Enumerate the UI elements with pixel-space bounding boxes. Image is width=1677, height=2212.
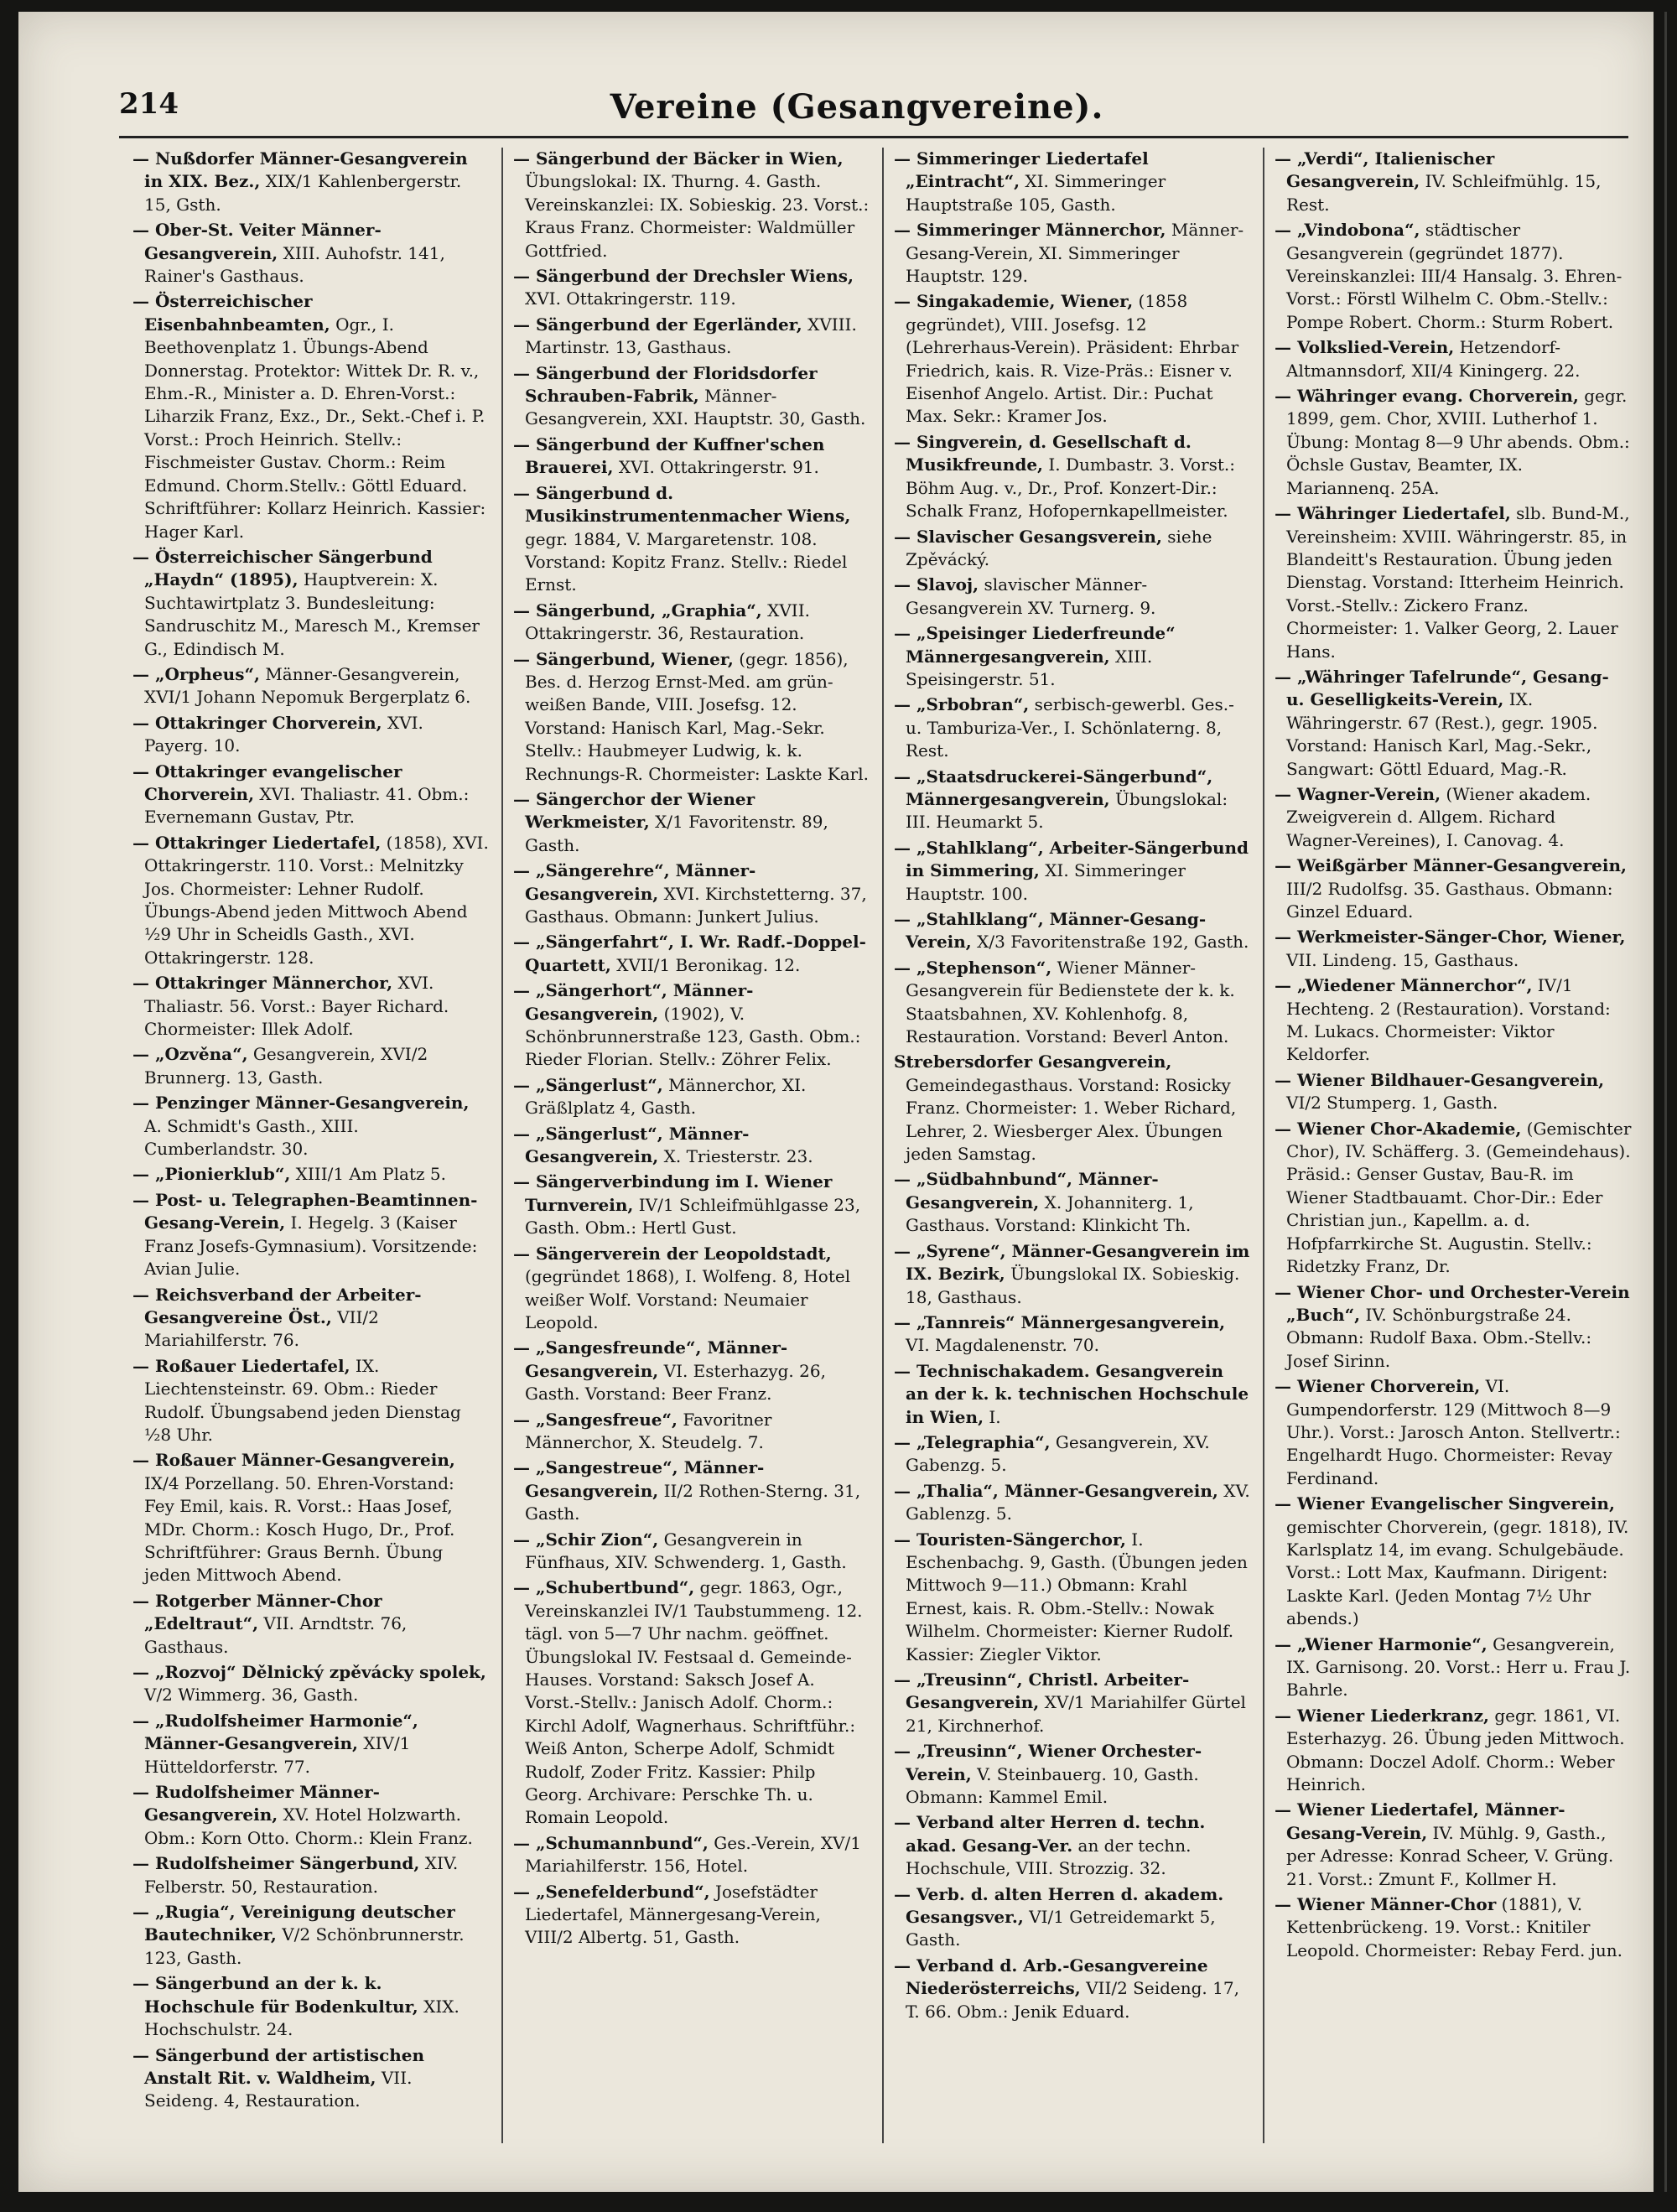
entry-details: V. Steinbauerg. 10, Gasth. Obmann: Kammel Emil. [906,1763,1199,1808]
entry-details: gegr. 1899, gem. Chor, XVIII. Lutherhof 1. Übung: Montag 8—9 Uhr abends. Obm.: Öchsle Gustav, Beamter, IX. Mariannenq. 25A. [1286,386,1630,498]
entry-details: VII/2 Mariahilferstr. 76. [144,1306,379,1351]
directory-entry [894,1168,1251,1237]
entry-name: — „Sängerehre“, Männer-Gesangverein, [513,860,756,904]
directory-entry [132,1590,490,1659]
directory-entry [132,546,490,661]
entry-name: — Wiener Chorverein, [1275,1376,1481,1397]
entry-name: — „Staatsdruckerei-Sängerbund“, Männergesangverein, [894,766,1213,809]
directory-entry [1275,974,1632,1067]
entry-details: X. Johanniterg. 1, Gasthaus. Vorstand: Klinkicht Th. [906,1192,1194,1236]
entry-name: — Roßauer Männer-Gesangverein, [132,1450,455,1471]
entry-details: IV/1 Hechteng. 2 (Restauration). Vorstand: M. Lukacs. Chormeister: Viktor Keldorfer. [1286,975,1611,1065]
entry-name: — Post- u. Telegraphen-Beamtinnen-Gesang-Verein, [132,1189,478,1233]
entry-name: — „Tannreis“ Männergesangverein, [894,1311,1226,1332]
entry-details: gegr. 1863, Ogr., Vereinskanzlei IV/1 Taubstummeng. 12. tägl. von 5—7 Uhr nachm. geöffnet. Übungslokal IV. Festsaal d. Gemeinde-Hauses. Vorstand: Saksch Josef A. Vorst.-Stellv.: Janisch Adolf. Chorm.: Kirchl Adolf, Wagnerhaus. Schriftführ.: Weiß Anton, Scherpe Adolf, Schmidt Rudolf, Zoder Fritz. Kassier: Philp Georg. Archivare: Perschke Th. u. Romain Leopold. [525,1577,863,1828]
entry-name: — „Südbahnbund“, Männer-Gesangverein, [894,1169,1159,1212]
directory-entry [1275,926,1632,972]
directory-entry [894,1240,1251,1309]
entry-name: — „Schir Zion“, [513,1529,659,1550]
entry-details: XVI. Payerg. 10. [144,712,423,756]
entry-details: VI. Gumpendorferstr. 129 (Mittwoch 8—9 Uhr.). Vorst.: Jarosch Anton. Stellvertr.: Engelhardt Hugo. Chormeister: Revay Ferdinand. [1286,1376,1621,1488]
directory-entry [1275,1799,1632,1891]
entry-name: — „Telegraphia“, [894,1431,1051,1452]
entry-details: IX. Liechtensteinstr. 69. Obm.: Rieder Rudolf. Übungsabend jeden Dienstag ½8 Uhr. [144,1355,461,1445]
entry-name: — „Schubertbund“, [513,1577,695,1598]
entry-details: XV. Gablenzg. 5. [906,1480,1250,1524]
entry-name: — Wagner-Verein, [1275,783,1441,804]
directory-entry [513,1123,870,1169]
entry-details: gemischter Chorverein, (gegr. 1818), IV. Karlsplatz 14, im evang. Schulgebäude. Vorst.: Lott Max, Kaufmann. Dirigent: Laskte Karl. (Jeden Montag 7½ Uhr abends.) [1286,1516,1629,1629]
entry-name: — Weißgärber Männer-Gesangverein, [1275,855,1627,876]
entry-columns [127,148,1637,2143]
directory-entry [513,648,870,786]
directory-entry [1275,1493,1632,1630]
directory-entry [132,832,490,969]
entry-details: Hetzendorf-Altmannsdorf, XII/4 Kiningerg. 22. [1286,337,1581,381]
directory-entry [513,314,870,360]
entry-details: (gegründet 1868), I. Wolfeng. 8, Hotel weißer Wolf. Vorstand: Neumaier Leopold. [525,1266,851,1332]
entry-details: XVII. Ottakringerstr. 36, Restauration. [525,600,810,644]
entry-name: — „Senefelderbund“, [513,1881,710,1902]
entry-details: IX. Währingerstr. 67 (Rest.), gegr. 1905. Vorstand: Hanisch Karl, Mag.-Sekr., Sangwart: Göttl Eduard, Mag.-R. [1286,689,1598,779]
entry-details: VI/2 Stumperg. 1, Gasth. [1286,1093,1498,1114]
directory-entry [894,574,1251,620]
directory-entry [1275,1893,1632,1962]
entry-details: XVI. Ottakringerstr. 91. [618,457,819,478]
entry-details: VI. Esterhazyg. 26, Gasth. Vorstand: Beer Franz. [525,1360,826,1405]
entry-details: XIX. Hochschulstr. 24. [144,1996,459,2040]
entry-details: serbisch-gewerbl. Ges.- u. Tamburiza-Ver., I. Schönlaterng. 8, Rest. [906,694,1234,761]
directory-entry [894,1051,1251,1166]
entry-details: Männer-Gesang-Verein, XI. Simmeringer Hauptstr. 129. [906,220,1244,287]
directory-entry [132,1781,490,1850]
entry-details: XI. Simmeringer Hauptstraße 105, Gasth. [906,171,1166,215]
directory-entry [132,148,490,216]
entry-name: — Sängerbund der Egerländer, [513,314,802,335]
entry-details: IV. Mühlg. 9, Gasth., per Adresse: Konrad Scheer, V. Grüng. 21. Vorst.: Zmunt F., Kollmer H. [1286,1822,1614,1889]
directory-entry [132,1710,490,1778]
directory-entry [513,788,870,857]
entry-details: X/1 Favoritenstr. 89, Gasth. [525,812,828,855]
entry-name: — Rotgerber Männer-Chor „Edeltraut“, [132,1590,382,1634]
directory-entry [894,1955,1251,2023]
entry-name: — Ober-St. Veiter Männer-Gesangverein, [132,220,382,263]
entry-name: — Penzinger Männer-Gesangverein, [132,1093,470,1114]
directory-entry [894,526,1251,572]
entry-details: (gegr. 1856), Bes. d. Herzog Ernst-Med. am grün-weißen Bande, VIII. Josefsg. 12. Vorstand: Hanisch Karl, Mag.-Sekr. Stellv.: Haubmeyer Ludwig, k. k. Rechnungs-R. Chormeister: Laskte Karl. [525,648,869,784]
entry-name: — „Treusinn“, Christl. Arbeiter-Gesangverein, [894,1669,1190,1713]
entry-details: XIII. Auhofstr. 141, Rainer's Gasthaus. [144,242,445,287]
entry-details: VII/2 Seideng. 17, T. 66. Obm.: Jenik Eduard. [906,1978,1239,2022]
entry-name: — „Stahlklang“, Arbeiter-Sängerbund in Simmering, [894,837,1249,881]
entry-name: — „Wiener Harmonie“, [1275,1633,1487,1654]
directory-entry [132,712,490,758]
directory-entry [894,1311,1251,1358]
entry-name: — Wiener Bildhauer-Gesangverein, [1275,1069,1605,1090]
directory-entry [1275,1633,1632,1702]
entry-name: — Sängerbund an der k. k. Hochschule für Bodenkultur, [132,1973,418,2017]
entry-details: I. [989,1406,1001,1427]
entry-details: IX/4 Porzellang. 50. Ehren-Vorstand: Fey Emil, kais. R. Vorst.: Haas Josef, MDr. Chorm.: Kosch Hugo, Dr., Prof. Schriftführer: Graus Bernh. Übung jeden Mittwoch Abend. [144,1472,455,1586]
entry-name: — Sängerbund, „Graphia“, [513,600,762,621]
entry-details: Wiener Männer-Gesangverein für Bedienstete der k. k. Staatsbahnen, XV. Kohlenhofg. 8, Restauration. Vorstand: Beverl Anton. [906,957,1235,1047]
entry-details: XVI. Kirchstetterng. 37, Gasthaus. Obmann: Junkert Julius. [525,883,867,927]
entry-name: — Rudolfsheimer Sängerbund, [132,1853,420,1874]
entry-details: (1858 gegründet), VIII. Josefsg. 12 (Lehrerhaus-Verein). Präsident: Ehrbar Friedrich, kais. R. Vize-Präs.: Eisner v. Eisenhof Angelo. Artist. Dir.: Puchat Max. Sekr.: Kramer Jos. [906,291,1239,427]
directory-entry [132,1852,490,1898]
entry-name: — „Sängerfahrt“, I. Wr. Radf.-Doppel-Quartett, [513,932,866,975]
entry-name: — Singverein, d. Gesellschaft d. Musikfreunde, [894,431,1192,475]
entry-details: an der techn. Hochschule, VIII. Strozzig. 32. [906,1835,1192,1879]
entry-details: XIII/1 Am Platz 5. [295,1164,446,1185]
directory-entry [132,1901,490,1970]
entry-details: Übungslokal IX. Sobieskig. 18, Gasthaus. [906,1264,1240,1307]
entry-name: — Simmeringer Männerchor, [894,220,1166,241]
directory-entry [513,482,870,597]
directory-entry [132,1449,490,1586]
directory-entry [894,1480,1251,1526]
entry-details: XIV. Felberstr. 50, Restauration. [144,1853,459,1897]
entry-details: Favoritner Männerchor, X. Steudelg. 7. [525,1409,772,1452]
entry-details: XVII/1 Beronikag. 12. [616,954,801,975]
directory-entry [1275,502,1632,663]
entry-name: — Sängerbund der Drechsler Wiens, [513,266,854,287]
entry-details: IV. Schleifmühlg. 15, Rest. [1286,171,1602,215]
entry-name: — Verband d. Arb.-Gesangvereine Niederösterreichs, [894,1955,1208,1999]
entry-name: — Österreichischer Sängerbund „Haydn“ (1895), [132,546,433,590]
entry-name: — Volkslied-Verein, [1275,337,1455,358]
directory-entry [132,1284,490,1353]
entry-details: Männerchor, XI. Gräßlplatz 4, Gasth. [525,1074,807,1119]
directory-entry [1275,854,1632,923]
entry-name: — Sängerverein der Leopoldstadt, [513,1243,832,1264]
entry-details: IV. Schönburgstraße 24. Obmann: Rudolf Baxa. Obm.-Stellv.: Josef Sirinn. [1286,1304,1592,1371]
entry-details: IV/1 Schleifmühlgasse 23, Gasth. Obm.: Hertl Gust. [525,1194,861,1238]
entry-details: VII. Arndtstr. 76, Gasthaus. [144,1613,408,1657]
entry-details: XV/1 Mariahilfer Gürtel 21, Kirchnerhof. [906,1692,1246,1736]
column-3 [882,148,1256,2143]
entry-details: VI/1 Getreidemarkt 5, Gasth. [906,1907,1216,1950]
directory-entry [1275,666,1632,781]
directory-entry [894,622,1251,691]
entry-name: — Singakademie, Wiener, [894,291,1134,312]
directory-entry [894,219,1251,288]
directory-entry [1275,1375,1632,1490]
directory-entry [894,1431,1251,1477]
entry-name: — Ottakringer Liedertafel, [132,832,382,853]
entry-details: A. Schmidt's Gasth., XIII. Cumberlandstr. 30. [144,1115,359,1160]
entry-details: (1881), V. Kettenbrückeng. 19. Vorst.: Knitiler Leopold. Chormeister: Rebay Ferd. jun. [1286,1894,1622,1960]
entry-name: — „Srbobran“, [894,694,1030,715]
entry-details: gegr. 1861, VI. Esterhazyg. 26. Übung jeden Mittwoch. Obmann: Doczel Adolf. Chorm.: Weber Heinrich. [1286,1705,1625,1795]
entry-name: — Ottakringer Männerchor, [132,973,393,994]
directory-entry [513,1576,870,1829]
entry-details: VII. Seideng. 4, Restauration. [144,2067,413,2111]
directory-entry [1275,1705,1632,1797]
directory-entry [132,663,490,709]
entry-details: (1902), V. Schönbrunnerstraße 123, Gasth. Obm.: Rieder Florian. Stellv.: Zöhrer Felix. [525,1003,861,1070]
entry-name: — „Sangestreue“, Männer-Gesangverein, [513,1457,765,1501]
entry-name: — Nußdorfer Männer-Gesangverein in XIX. Bez., [132,148,468,192]
column-1 [127,148,495,2143]
entry-name: — Sängerbund der Bäcker in Wien, [513,148,844,169]
entry-name: — Währinger Liedertafel, [1275,503,1511,524]
entry-name: — „Wiedener Männerchor“, [1275,975,1533,996]
entry-details: III/2 Rudolfsg. 35. Gasthaus. Obmann: Ginzel Eduard. [1286,878,1613,922]
entry-details: Männer-Gesangverein, XXI. Hauptstr. 30, Gasth. [525,386,866,429]
entry-name: — „Währinger Tafelrunde“, Gesang- u. Geselligkeits-Verein, [1275,666,1609,710]
directory-entry [1275,783,1632,852]
entry-details: Übungslokal: III. Heumarkt 5. [906,788,1228,833]
entry-details: Ges.-Verein, XV/1 Mariahilferstr. 156, Hotel. [525,1832,861,1877]
entry-details: (Gemischter Chor), IV. Schäfferg. 3. (Gemeindehaus). Präsid.: Genser Gustav, Bau-R. im Wiener Stadtbauamt. Chor-Dir.: Eder Christian jun., Kapellm. a. d. Hofpfarrkirche St. Augustin. Stellv.: Ridetzky Franz, Dr. [1286,1118,1632,1277]
directory-entry [894,766,1251,834]
entry-name: — Ottakringer Chorverein, [132,712,382,733]
directory-entry [894,837,1251,906]
entry-details: gegr. 1884, V. Margaretenstr. 108. Vorstand: Kopitz Franz. Stellv.: Riedel Ernst. [525,528,848,595]
directory-entry [513,362,870,431]
directory-entry [1275,336,1632,382]
directory-entry [894,693,1251,762]
entry-name: — „Ozvěna“, [132,1044,248,1065]
directory-entry [132,1355,490,1447]
directory-entry [1275,1118,1632,1279]
entry-details: Gemeindegasthaus. Vorstand: Rosicky Franz. Chormeister: 1. Weber Richard, Lehrer, 2. Wiesberger Alex. Übungen jeden Samstag. [906,1074,1237,1165]
entry-name: — Sängerverbindung im I. Wiener Turnverein, [513,1171,833,1215]
directory-entry [132,1972,490,2041]
directory-entry [894,1360,1251,1429]
directory-entry [513,1881,870,1950]
entry-name: — „Thalia“, Männer-Gesangverein, [894,1480,1218,1501]
directory-entry [894,1811,1251,1880]
entry-name: — Wiener Liederkranz, [1275,1705,1490,1726]
entry-name: Strebersdorfer Gesangverein, [894,1051,1172,1072]
directory-entry [132,290,490,543]
entry-name: — „Orpheus“, [132,663,260,684]
directory-entry [1275,148,1632,216]
column-4 [1263,148,1637,2143]
entry-details: (Wiener akadem. Zweigverein d. Allgem. Richard Wagner-Vereines), I. Canovag. 4. [1286,783,1591,850]
entry-details: Gesangverein, XVI/2 Brunnerg. 13, Gasth. [144,1044,428,1088]
entry-details: Gesangverein, IX. Garnisong. 20. Vorst.: Herr u. Frau J. Bahrle. [1286,1633,1631,1701]
entry-name: — „Schumannbund“, [513,1832,709,1853]
entry-name: — „Rugia“, Vereinigung deutscher Bautechniker, [132,1902,455,1945]
directory-entry [894,1740,1251,1809]
directory-entry [894,1669,1251,1737]
entry-name: — „Verdi“, Italienischer Gesangverein, [1275,148,1495,192]
entry-details: VII. Lindeng. 15, Gasthaus. [1286,949,1519,970]
entry-details: XV. Hotel Holzwarth. Obm.: Korn Otto. Chorm.: Klein Franz. [144,1804,473,1848]
entry-details: XI. Simmeringer Hauptstr. 100. [906,860,1186,904]
entry-name: — Rudolfsheimer Männer-Gesangverein, [132,1782,380,1825]
entry-details: Männer-Gesangverein, XVI/1 Johann Nepomuk Bergerplatz 6. [144,663,471,708]
entry-name: — Roßauer Liedertafel, [132,1355,350,1376]
directory-entry [513,148,870,262]
entry-name: — „Sängerlust“, [513,1074,663,1095]
entry-name: — Verb. d. alten Herren d. akadem. Gesangsver., [894,1883,1224,1928]
entry-name: — Österreichischer Eisenbahnbeamten, [132,291,330,335]
directory-entry [132,1661,490,1707]
entry-details: XVI. Ottakringerstr. 119. [525,288,736,309]
entry-name: — Verband alter Herren d. techn. akad. Gesang-Ver. [894,1812,1206,1856]
entry-name: — „Rozvoj“ Dělnický zpěvácky spolek, [132,1662,486,1682]
entry-name: — Währinger evang. Chorverein, [1275,386,1579,407]
entry-name: — „Syrene“, Männer-Gesangverein im IX. Bezirk, [894,1240,1250,1285]
entry-details: XVI. Thaliastr. 41. Obm.: Evernemann Gustav, Ptr. [144,783,470,828]
page-edge-shadow [1664,12,1667,2192]
directory-entry [894,431,1251,523]
entry-name: — Ottakringer evangelischer Chorverein, [132,761,402,804]
entry-details: X. Triesterstr. 23. [663,1146,813,1167]
directory-entry [894,1529,1251,1666]
directory-entry [894,908,1251,954]
directory-entry [513,1456,870,1525]
page-number: 214 [119,87,179,121]
entry-details: siehe Zpěvácký. [906,526,1212,569]
entry-details: XIX/1 Kahlenbergerstr. 15, Gsth. [144,171,462,215]
directory-entry [132,219,490,288]
entry-name: — Technischakadem. Gesangverein an der k. k. technischen Hochschule in Wien, [894,1360,1249,1427]
entry-name: — Wiener Männer-Chor [1275,1894,1497,1915]
entry-name: — Reichsverband der Arbeiter-Gesangvereine Öst., [132,1284,422,1327]
directory-entry [132,972,490,1041]
entry-name: — Sängerbund der Floridsdorfer Schrauben-Fabrik, [513,362,818,407]
directory-page [18,12,1654,2192]
entry-details: slavischer Männer-Gesangverein XV. Turnerg. 9. [906,574,1156,618]
entry-name: — Slavoj, [894,574,979,595]
directory-entry [513,265,870,311]
entry-details: (1858), XVI. Ottakringerstr. 110. Vorst.: Melnitzky Jos. Chormeister: Lehner Rudolf. Übungs-Abend jeden Mittwoch Abend ½9 Uhr in Scheidls Gasth., XVI. Ottakringerstr. 128. [144,832,489,968]
entry-name: — Simmeringer Liedertafel „Eintracht“, [894,148,1149,192]
entry-name: — Slavischer Gesangsverein, [894,526,1162,547]
directory-entry [132,761,490,829]
directory-entry [513,1171,870,1239]
directory-entry [513,859,870,928]
directory-entry [132,1189,490,1281]
entry-details: I. Dumbastr. 3. Vorst.: Böhm Aug. v., Dr., Prof. Konzert-Dir.: Schalk Franz, Hofopernkapellmeister. [906,454,1236,522]
directory-entry [513,600,870,646]
directory-entry [1275,1281,1632,1373]
directory-entry [1275,219,1632,334]
directory-entry [132,1043,490,1089]
entry-name: — Sängerbund, Wiener, [513,648,734,669]
entry-name: — „Treusinn“, Wiener Orchester-Verein, [894,1741,1202,1784]
entry-details: II/2 Rothen-Sterng. 31, Gasth. [525,1480,861,1524]
directory-entry [894,148,1251,216]
entry-name: — „Pionierklub“, [132,1164,291,1185]
entry-details: X/3 Favoritenstraße 192, Gasth. [977,932,1249,953]
entry-name: — Sängerbund der Kuffner'schen Brauerei, [513,434,825,478]
entry-details: Hauptverein: X. Suchtawirtplatz 3. Bundesleitung: Sandruschitz M., Maresch M., Kremser G., Edindisch M. [144,569,480,659]
entry-name: — „Speisinger Liederfreunde“ Männergesangverein, [894,623,1176,667]
column-2 [501,148,875,2143]
entry-name: — Sängerbund d. Musikinstrumentenmacher Wiens, [513,482,851,527]
entry-details: slb. Bund-M., Vereinsheim: XVIII. Währingerstr. 85, in Blandeitt's Restauration. Übung jeden Dienstag. Vorstand: Itterheim Heinrich. Vorst.-Stellv.: Zickero Franz. Chormeister: 1. Valker Georg, 2. Lauer Hans. [1286,503,1630,662]
directory-entry [513,1074,870,1120]
directory-entry [1275,1069,1632,1115]
entry-name: — Werkmeister-Sänger-Chor, Wiener, [1275,927,1626,948]
entry-details: städtischer Gesangverein (gegründet 1877). Vereinskanzlei: III/4 Hansalg. 3. Ehren-Vorst.: Förstl Wilhelm C. Obm.-Stellv.: Pompe Robert. Chorm.: Sturm Robert. [1286,220,1622,332]
entry-details: XVI. Thaliastr. 56. Vorst.: Bayer Richard. Chormeister: Illek Adolf. [144,973,449,1040]
entry-name: — „Stephenson“, [894,957,1052,978]
directory-entry [513,1409,870,1455]
entry-details: XIV/1 Hütteldorferstr. 77. [144,1733,411,1777]
entry-details: I. Eschenbachg. 9, Gasth. (Übungen jeden Mittwoch 9—11.) Obmann: Krahl Ernest, kais. R. Obm.-Stellv.: Nowak Wilhelm. Chormeister: Kierner Rudolf. Kassier: Ziegler Viktor. [906,1529,1248,1664]
directory-entry [894,290,1251,428]
entry-name: — Sängerchor der Wiener Werkmeister, [513,788,755,833]
entry-details: XIII. Speisingerstr. 51. [906,646,1153,689]
entry-details: V/2 Schönbrunnerstr. 123, Gasth. [144,1924,465,1968]
directory-entry [513,1529,870,1575]
directory-entry [513,1337,870,1405]
entry-name: — Wiener Chor- und Orchester-Verein „Buch“, [1275,1281,1630,1325]
directory-entry [513,1832,870,1878]
entry-details: XVIII. Martinstr. 13, Gasthaus. [525,314,857,358]
directory-entry [894,957,1251,1049]
entry-name: — „Sangesfreue“, [513,1409,678,1430]
directory-entry [132,1092,490,1161]
directory-entry [513,434,870,480]
directory-entry [894,1883,1251,1952]
entry-details: I. Hegelg. 3 (Kaiser Franz Josefs-Gymnasium). Vorsitzende: Avian Julie. [144,1212,478,1280]
directory-entry [1275,385,1632,500]
header-rule [119,136,1628,138]
entry-name: — Wiener Liedertafel, Männer-Gesang-Verein, [1275,1799,1565,1843]
directory-entry [513,931,870,977]
entry-details: Gesangverein, XV. Gabenzg. 5. [906,1431,1210,1476]
entry-details: V/2 Wimmerg. 36, Gasth. [144,1685,359,1706]
directory-entry [132,2044,490,2113]
entry-name: — „Sängerhort“, Männer-Gesangverein, [513,980,754,1024]
entry-name: — Wiener Evangelischer Singverein, [1275,1493,1615,1514]
entry-details: Übungslokal: IX. Thurng. 4. Gasth. Vereinskanzlei: IX. Sobieskig. 23. Vorst.: Kraus Franz. Chormeister: Waldmüller Gottfried. [525,171,870,261]
entry-name: — Touristen-Sängerchor, [894,1529,1126,1550]
entry-name: — „Sängerlust“, Männer-Gesangverein, [513,1123,750,1167]
entry-name: — Wiener Chor-Akademie, [1275,1118,1522,1139]
directory-entry [513,979,870,1072]
entry-details: Ogr., I. Beethovenplatz 1. Übungs-Abend Donnerstag. Protektor: Wittek Dr. R. v., Ehm.-R., Minister a. D. Ehren-Vorst.: Liharzik Franz, Exz., Dr., Sekt.-Chef i. P. Vorst.: Proch Heinrich. Stellv.: Fischmeister Gustav. Chorm.: Reim Edmund. Chorm.Stellv.: Göttl Eduard. Schriftführer: Kollarz Heinrich. Kassier: Hager Karl. [144,314,486,542]
entry-name: — „Vindobona“, [1275,220,1420,241]
entry-details: Gesangverein in Fünfhaus, XIV. Schwenderg. 1, Gasth. [525,1529,847,1572]
entry-details: VI. Magdalenenstr. 70. [906,1335,1100,1356]
entry-details: Josefstädter Liedertafel, Männergesang-Verein, VIII/2 Albertg. 51, Gasth. [525,1881,821,1948]
entry-name: — „Stahlklang“, Männer-Gesang-Verein, [894,909,1207,953]
page-title: Vereine (Gesangvereine). [610,87,1104,127]
entry-name: — „Sangesfreunde“, Männer-Gesangverein, [513,1337,788,1381]
entry-name: — „Rudolfsheimer Harmonie“, Männer-Gesangverein, [132,1710,418,1754]
directory-entry [513,1243,870,1335]
directory-entry [132,1163,490,1186]
entry-name: — Sängerbund der artistischen Anstalt Rit. v. Waldheim, [132,2044,425,2088]
